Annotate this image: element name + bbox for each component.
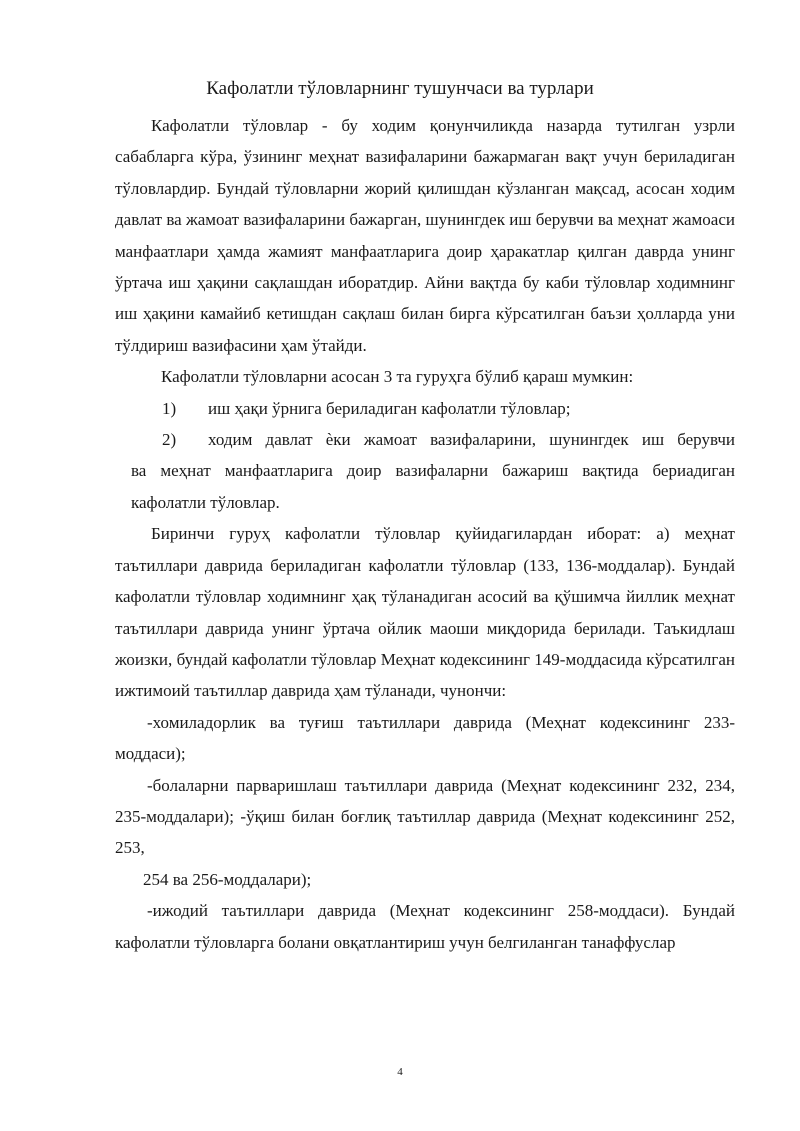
list-item-continuation: ва меҳнат манфаатларига доир вазифаларни бажариш вақтида бериадиган кафолатли тўловлар. <box>131 461 735 512</box>
list-item-text: иш ҳақи ўрнига бериладиган кафолатли тўловлар; <box>208 398 571 418</box>
list-dash-continuation: 254 ва 256-моддалари); <box>143 869 312 889</box>
list-dash-item: -болаларни парваришлаш таътиллари даврида (Меҳнат кодексининг 232, 234, 235-моддалари); -ўқиш билан боғлиқ таътиллар даврида (Меҳнат кодексининг 252, 253, <box>115 775 735 858</box>
paragraph-definition: Кафолатли тўловлар - бу ходим қонунчиликда назарда тутилган узрли сабабларга кўра, ўзининг меҳнат вазифаларини бажармаган вақт учун бериладиган тўловлардир. Бундай тўловларни жорий қилишдан кўзланган мақсад, асосан ходим давлат ва жамоат вазифаларини бажарган, шунингдек иш берувчи ва меҳнат жамоаси манфаатлари ҳамда жамият манфаатларига доир ҳаракатлар қилган даврда унинг ўртача иш ҳақини сақлашдан иборатдир. Айни вақтда бу каби тўловлар ходимнинг иш ҳақини камайиб кетишдан сақлаш билан бирга кўрсатилган баъзи ҳолларда уни тўлдириш вазифасини ҳам ўтайди. <box>115 116 735 355</box>
list-dash-item: -ижодий таътиллари даврида (Меҳнат кодексининг 258-моддаси). Бундай кафолатли тўловларга болани овқатлантириш учун белгиланган танаффуслар <box>115 901 735 952</box>
paragraph-first-group: Биринчи гуруҳ кафолатли тўловлар қуйидагилардан иборат: а) меҳнат таътиллари даврида бериладиган кафолатли тўловлар (133, 136-моддалар). Бундай кафолатли тўловлар ходимнинг ҳақ тўланадиган асосий ва қўшимча йиллик меҳнат таътиллари даврида унинг ўртача ойлик маоши миқдорида берилади. Таъкидлаш жоизки, бундай кафолатли тўловлар Меҳнат кодексининг 149-моддасида кўрсатилган ижтимоий таътиллар даврида ҳам тўланади, чунончи: <box>115 524 735 701</box>
page-title: Кафолатли тўловларнинг тушунчаси ва турлари <box>206 78 594 99</box>
paragraph-groups-intro: Кафолатли тўловларни асосан 3 та гуруҳга бўлиб қараш мумкин: <box>161 367 634 387</box>
page-number: 4 <box>397 1066 403 1078</box>
list-item <box>115 424 735 455</box>
list-item-number: 2) <box>162 430 177 450</box>
list-dash-item: -хомиладорлик ва туғиш таътиллари даврида (Меҳнат кодексининг 233-моддаси); <box>115 712 735 764</box>
list-item-text: ходим давлат ѐки жамоат вазифаларини, шунингдек иш берувчи <box>208 430 735 450</box>
list-item <box>115 393 735 424</box>
document-body <box>115 110 735 958</box>
list-item-number: 1) <box>162 398 177 418</box>
